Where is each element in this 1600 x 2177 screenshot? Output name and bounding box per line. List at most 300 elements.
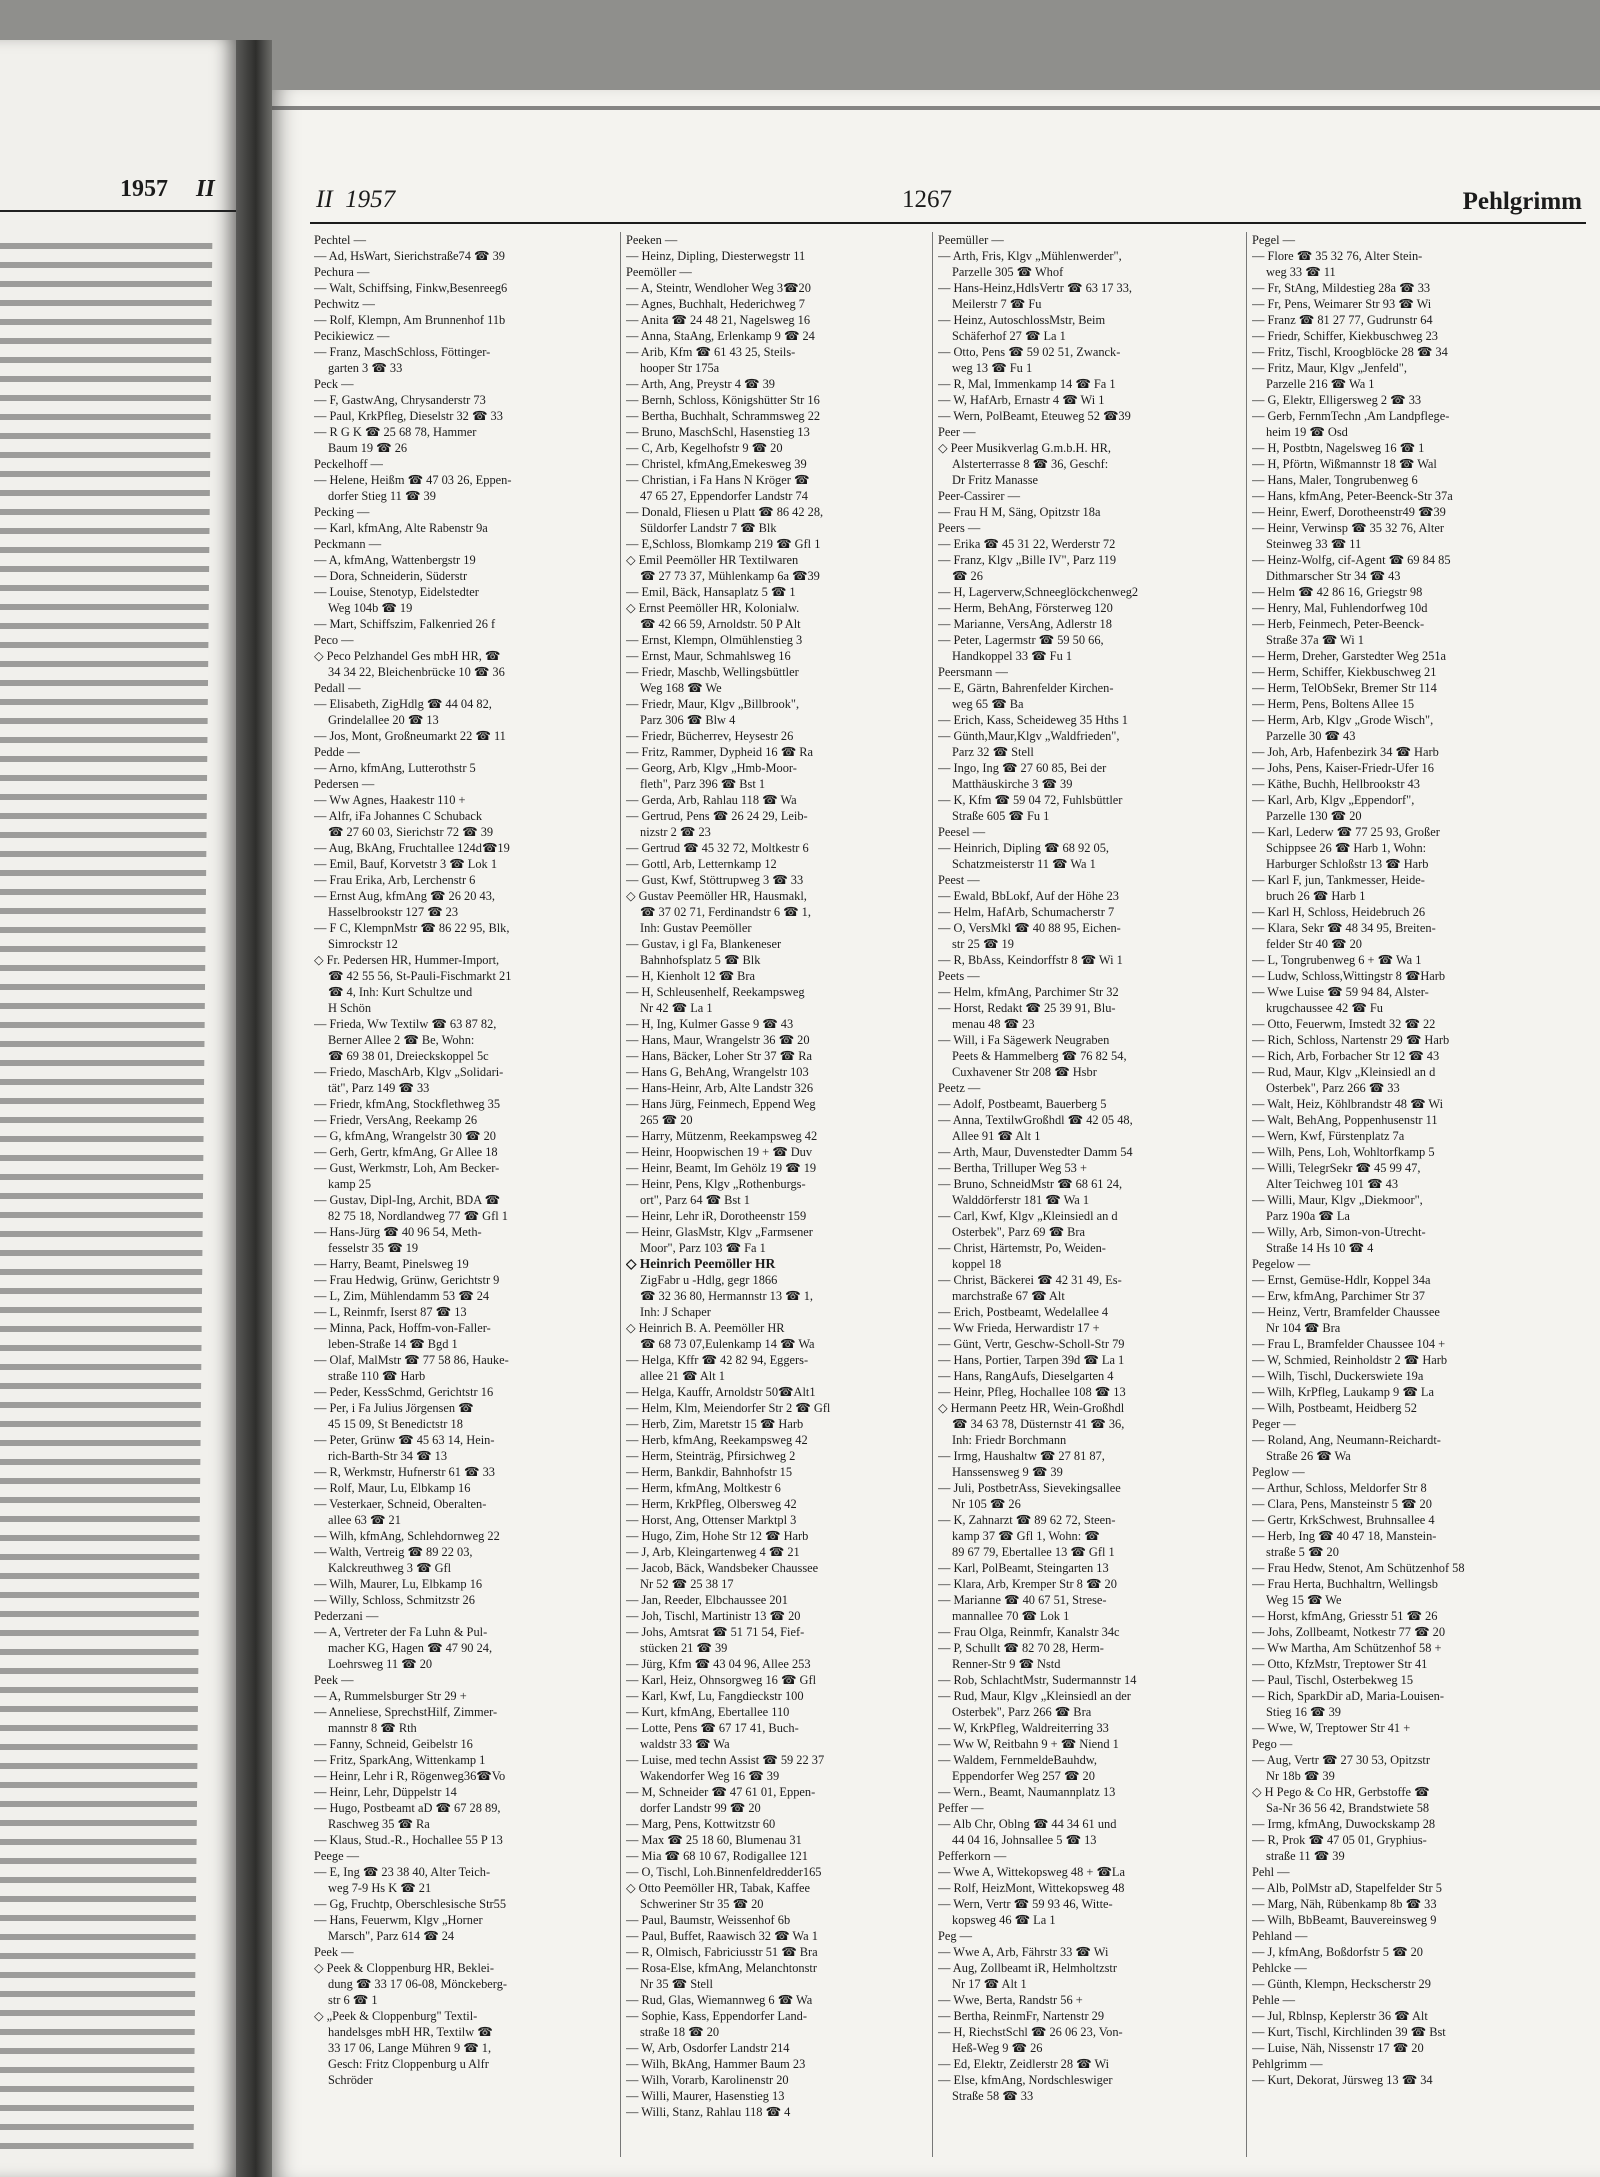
directory-entry: — O, Tischl, Loh.Binnenfeldredder165: [626, 1865, 822, 1879]
directory-entry: — Per, i Fa Julius Jörgensen ☎: [314, 1401, 474, 1415]
directory-entry: — Alfr, iFa Johannes C Schuback: [314, 809, 483, 823]
directory-entry: — Gottl, Arb, Letternkamp 12: [626, 857, 777, 871]
directory-entry: — Johs, Zollbeamt, Notkestr 77 ☎ 20: [1252, 1625, 1446, 1639]
directory-entry: — L, Zim, Mühlendamm 53 ☎ 24: [314, 1289, 490, 1303]
directory-entry: str 6 ☎ 1: [328, 1993, 378, 2007]
directory-entry: — Herb, kfmAng, Reekampsweg 42: [626, 1433, 808, 1447]
surname-heading: Peeken —: [626, 233, 678, 247]
directory-entry: felder Str 40 ☎ 20: [1266, 937, 1362, 951]
directory-entry: — Heinr, Lehr iR, Dorotheenstr 159: [626, 1209, 807, 1223]
directory-entry: — Alb Chr, Oblng ☎ 44 34 61 und: [938, 1817, 1117, 1831]
page-edge-rule: [272, 106, 1600, 110]
directory-entry: — Willi, Stanz, Rahlau 118 ☎ 4: [626, 2105, 791, 2119]
directory-column-2: [626, 232, 928, 2162]
directory-entry: — Hugo, Postbeamt aD ☎ 67 28 89,: [314, 1801, 501, 1815]
directory-entry: — A, Rummelsburger Str 29 +: [314, 1689, 467, 1703]
directory-entry: Handkoppel 33 ☎ Fu 1: [952, 649, 1073, 663]
directory-entry: — Wilh, KrPfleg, Laukamp 9 ☎ La: [1252, 1385, 1434, 1399]
directory-entry: — Hans, Maler, Tongrubenweg 6: [1252, 473, 1418, 487]
directory-entry: — Vesterkaer, Schneid, Oberalten-: [314, 1497, 487, 1511]
directory-entry: Parz 306 ☎ Blw 4: [640, 713, 736, 727]
directory-entry: — W, HafArb, Ernastr 4 ☎ Wi 1: [938, 393, 1105, 407]
directory-entry: Meilerstr 7 ☎ Fu: [952, 297, 1042, 311]
directory-entry: — Peter, Lagermstr ☎ 59 50 66,: [938, 633, 1104, 647]
directory-entry: ort", Parz 64 ☎ Bst 1: [640, 1193, 750, 1207]
directory-entry: — Fritz, Tischl, Kroogblöcke 28 ☎ 34: [1252, 345, 1448, 359]
directory-entry: — Rolf, Maur, Lu, Elbkamp 16: [314, 1481, 471, 1495]
directory-entry: — Rob, SchlachtMstr, Sudermannstr 14: [938, 1673, 1137, 1687]
surname-heading: Pedall —: [314, 681, 361, 695]
directory-entry: — Herm, Dreher, Garstedter Weg 251a: [1252, 649, 1447, 663]
directory-entry: — Frau Erika, Arb, Lerchenstr 6: [314, 873, 476, 887]
directory-entry: — Gustav, Dipl-Ing, Archit, BDA ☎: [314, 1193, 501, 1207]
directory-entry: bruch 26 ☎ Harb 1: [1266, 889, 1366, 903]
directory-entry: — A, Vertreter der Fa Luhn & Pul-: [314, 1625, 488, 1639]
surname-heading: Peckmann —: [314, 537, 382, 551]
directory-entry: Hanssensweg 9 ☎ 39: [952, 1465, 1063, 1479]
directory-entry: ☎ 26: [952, 569, 983, 583]
surname-heading: Pecikiewicz —: [314, 329, 390, 343]
directory-entry: — W, KrkPfleg, Waldreiterring 33: [938, 1721, 1109, 1735]
directory-entry: — Günth, Klempn, Heckscherstr 29: [1252, 1977, 1431, 1991]
directory-entry: — Helm, HafArb, Schumacherstr 7: [938, 905, 1115, 919]
directory-entry: — Erw, kfmAng, Parchimer Str 37: [1252, 1289, 1425, 1303]
directory-entry: straße 5 ☎ 20: [1266, 1545, 1339, 1559]
directory-entry: — Wilh, Postbeamt, Heidberg 52: [1252, 1401, 1417, 1415]
directory-entry: Kalckreuthweg 3 ☎ Gfl: [328, 1561, 452, 1575]
directory-entry: — Jul, Rblnsp, Keplerstr 36 ☎ Alt: [1252, 2009, 1428, 2023]
directory-entry: handelsges mbH HR, Textilw ☎: [328, 2025, 493, 2039]
directory-entry: Inh: Friedr Borchmann: [952, 1433, 1067, 1447]
directory-entry: — Rich, Schloss, Nartenstr 29 ☎ Harb: [1252, 1033, 1450, 1047]
surname-heading: Pegelow —: [1252, 1257, 1311, 1271]
directory-entry: Heß-Weg 9 ☎ 26: [952, 2041, 1043, 2055]
directory-entry: — Friedr, Bücherrev, Heysestr 26: [626, 729, 794, 743]
directory-entry: ◇ Peek & Cloppenburg HR, Beklei-: [314, 1961, 494, 1975]
directory-entry: — Gust, Werkmstr, Loh, Am Becker-: [314, 1161, 500, 1175]
directory-entry: — Friedr, Schiffer, Kiekbuschweg 23: [1252, 329, 1438, 343]
directory-entry: — Bertha, Trilluper Weg 53 +: [938, 1161, 1087, 1175]
directory-entry: — Heinz-Wolfg, cif-Agent ☎ 69 84 85: [1252, 553, 1451, 567]
directory-entry: — Horst, Ang, Ottenser Marktpl 3: [626, 1513, 797, 1527]
directory-entry: — Heinr, Hoopwischen 19 + ☎ Duv: [626, 1145, 813, 1159]
directory-entry: — Gerda, Arb, Rahlau 118 ☎ Wa: [626, 793, 797, 807]
directory-entry: ◇ Ernst Peemöller HR, Kolonialw.: [626, 601, 800, 615]
directory-entry: — Karl H, Schloss, Heidebruch 26: [1252, 905, 1426, 919]
directory-entry: — Wwe, Berta, Randstr 56 +: [938, 1993, 1083, 2007]
directory-entry: — Olaf, MalMstr ☎ 77 58 86, Hauke-: [314, 1353, 509, 1367]
surname-heading: Pederzani —: [314, 1609, 379, 1623]
directory-entry: — Herb, Ing ☎ 40 47 18, Manstein-: [1252, 1529, 1437, 1543]
directory-entry: — Ludw, Schloss,Wittingstr 8 ☎Harb: [1252, 969, 1446, 983]
directory-entry: straße 11 ☎ 39: [1266, 1849, 1345, 1863]
directory-entry: — K, Kfm ☎ 59 04 72, Fuhlsbüttler: [938, 793, 1123, 807]
directory-column-4: [1252, 232, 1570, 2162]
directory-entry: ◇ Gustav Peemöller HR, Hausmakl,: [626, 889, 807, 903]
directory-entry: — Ww Martha, Am Schützenhof 58 +: [1252, 1641, 1442, 1655]
surname-heading: Peege —: [314, 1849, 360, 1863]
column-divider: [620, 232, 621, 2157]
directory-entry: — Rosa-Else, kfmAng, Melanchtonstr: [626, 1961, 817, 1975]
directory-entry: — Bernh, Schloss, Königshütter Str 16: [626, 393, 820, 407]
directory-entry: garten 3 ☎ 33: [328, 361, 403, 375]
directory-entry: ◇ Otto Peemöller HR, Tabak, Kaffee: [626, 1881, 811, 1895]
directory-entry: — Fritz, Maur, Klgv „Jenfeld",: [1252, 361, 1407, 375]
directory-entry: Dithmarscher Str 34 ☎ 43: [1266, 569, 1401, 583]
directory-entry: — Harry, Mützenm, Reekampsweg 42: [626, 1129, 818, 1143]
directory-entry: — Paul, KrkPfleg, Dieselstr 32 ☎ 33: [314, 409, 503, 423]
directory-entry: Weg 168 ☎ We: [640, 681, 722, 695]
directory-entry: ☎ 27 73 37, Mühlenkamp 6a ☎39: [640, 569, 820, 583]
directory-entry: — Heinz, AutoschlossMstr, Beim: [938, 313, 1106, 327]
directory-entry: — Arib, Kfm ☎ 61 43 25, Steils-: [626, 345, 796, 359]
directory-entry: — R G K ☎ 25 68 78, Hammer: [314, 425, 477, 439]
directory-entry: — Ww Agnes, Haakestr 110 +: [314, 793, 466, 807]
directory-entry: — Fanny, Schneid, Geibelstr 16: [314, 1737, 473, 1751]
directory-entry: — Franz, Klgv „Bille IV", Parz 119: [938, 553, 1117, 567]
directory-entry: allee 21 ☎ Alt 1: [640, 1369, 725, 1383]
surname-heading: Pehland —: [1252, 1929, 1308, 1943]
directory-entry: Straße 26 ☎ Wa: [1266, 1449, 1351, 1463]
directory-entry: ☎ 69 38 01, Dreieckskoppel 5c: [328, 1049, 489, 1063]
surname-heading: Pedde —: [314, 745, 360, 759]
directory-entry: — Franz ☎ 81 27 77, Gudrunstr 64: [1252, 313, 1433, 327]
directory-entry: — Hans, Feuerwm, Klgv „Horner: [314, 1913, 483, 1927]
directory-entry: Bahnhofsplatz 5 ☎ Blk: [640, 953, 761, 967]
directory-entry: Schippsee 26 ☎ Harb 1, Wohn:: [1266, 841, 1427, 855]
directory-entry: weg 65 ☎ Ba: [952, 697, 1024, 711]
directory-entry: — R, Werkmstr, Hufnerstr 61 ☎ 33: [314, 1465, 495, 1479]
directory-entry: Stieg 16 ☎ 39: [1266, 1705, 1341, 1719]
directory-entry: — Arth, Maur, Duvenstedter Damm 54: [938, 1145, 1133, 1159]
directory-entry: stücken 21 ☎ 39: [640, 1641, 728, 1655]
directory-entry: dung ☎ 33 17 06-08, Mönckeberg-: [328, 1977, 508, 1991]
directory-entry: — Arthur, Schloss, Meldorfer Str 8: [1252, 1481, 1427, 1495]
previous-page: [0, 40, 236, 2177]
directory-entry: Parzelle 130 ☎ 20: [1266, 809, 1362, 823]
directory-entry: — Clara, Pens, Mansteinstr 5 ☎ 20: [1252, 1497, 1432, 1511]
directory-entry: — L, Reinmfr, Iserst 87 ☎ 13: [314, 1305, 467, 1319]
directory-entry: — Herm, Bankdir, Bahnhofstr 15: [626, 1465, 793, 1479]
directory-entry: — Walt, BehAng, Poppenhusenstr 11: [1252, 1113, 1438, 1127]
directory-entry: — Hans Jürg, Feinmech, Eppend Weg: [626, 1097, 816, 1111]
directory-entry: — Herm, TelObSekr, Bremer Str 114: [1252, 681, 1437, 695]
directory-entry: — Aug, Vertr ☎ 27 30 53, Opitzstr: [1252, 1753, 1430, 1767]
surname-heading: Peglow —: [1252, 1465, 1305, 1479]
directory-entry: Allee 91 ☎ Alt 1: [952, 1129, 1041, 1143]
directory-entry: — Christel, kfmAng,Emekesweg 39: [626, 457, 807, 471]
directory-entry: — Wilh, Vorarb, Karolinenstr 20: [626, 2073, 789, 2087]
directory-entry: Straße 605 ☎ Fu 1: [952, 809, 1050, 823]
directory-entry: — Harry, Beamt, Pinelsweg 19: [314, 1257, 469, 1271]
directory-entry: — H, Postbtn, Nagelsweg 16 ☎ 1: [1252, 441, 1425, 455]
directory-entry: Nr 17 ☎ Alt 1: [952, 1977, 1027, 1991]
directory-entry: — Paul, Tischl, Osterbekweg 15: [1252, 1673, 1414, 1687]
directory-entry: — Hans, RangAufs, Dieselgarten 4: [938, 1369, 1114, 1383]
directory-entry: — Ww W, Reitbahn 9 + ☎ Niend 1: [938, 1737, 1119, 1751]
directory-entry: — Fritz, Rammer, Dypheid 16 ☎ Ra: [626, 745, 814, 759]
directory-entry: — Heinr, Pens, Klgv „Rothenburgs-: [626, 1177, 806, 1191]
directory-entry: — Gertrud ☎ 45 32 72, Moltkestr 6: [626, 841, 809, 855]
directory-entry: — Dora, Schneiderin, Süderstr: [314, 569, 468, 583]
directory-entry: — Horst, kfmAng, Griesstr 51 ☎ 26: [1252, 1609, 1438, 1623]
directory-entry: — Erika ☎ 45 31 22, Werderstr 72: [938, 537, 1116, 551]
directory-entry: Grindelallee 20 ☎ 13: [328, 713, 439, 727]
directory-entry: weg 13 ☎ Fu 1: [952, 361, 1033, 375]
directory-entry: — Helm ☎ 42 86 16, Griegstr 98: [1252, 585, 1423, 599]
directory-entry: — J, kfmAng, Boßdorfstr 5 ☎ 20: [1252, 1945, 1424, 1959]
directory-entry: — Herm, Pens, Boltens Allee 15: [1252, 697, 1415, 711]
directory-entry: ◇ Heinrich Peemöller HR: [626, 1256, 776, 1271]
directory-entry: Walddörferstr 181 ☎ Wa 1: [952, 1193, 1090, 1207]
directory-entry: — Wilh, BbBeamt, Bauvereinsweg 9: [1252, 1913, 1437, 1927]
directory-entry: Schatzmeisterstr 11 ☎ Wa 1: [952, 857, 1096, 871]
directory-entry: ☎ 27 60 03, Sierichstr 72 ☎ 39: [328, 825, 494, 839]
directory-entry: — R, Olmisch, Fabriciusstr 51 ☎ Bra: [626, 1945, 818, 1959]
directory-entry: ZigFabr u -Hdlg, gegr 1866: [640, 1273, 778, 1287]
directory-entry: — Johs, Pens, Kaiser-Friedr-Ufer 16: [1252, 761, 1434, 775]
directory-entry: — Jürg, Kfm ☎ 43 04 96, Allee 253: [626, 1657, 811, 1671]
directory-entry: — Else, kfmAng, Nordschleswiger: [938, 2073, 1113, 2087]
directory-entry: — Helm, kfmAng, Parchimer Str 32: [938, 985, 1119, 999]
directory-entry: Cuxhavener Str 208 ☎ Hsbr: [952, 1065, 1097, 1079]
directory-entry: Moor", Parz 103 ☎ Fa 1: [640, 1241, 766, 1255]
directory-entry: — Friedr, Maur, Klgv „Billbrook",: [626, 697, 800, 711]
surname-heading: Pehlgrimm —: [1252, 2057, 1323, 2071]
directory-entry: — Frau Herta, Buchhaltrn, Wellingsb: [1252, 1577, 1438, 1591]
directory-entry: — Hans, Bäcker, Loher Str 37 ☎ Ra: [626, 1049, 812, 1063]
directory-entry: Gesch: Fritz Cloppenburg u Alfr: [328, 2057, 489, 2071]
directory-entry: — Karl F, jun, Tankmesser, Heide-: [1252, 873, 1425, 887]
directory-entry: Osterbek", Parz 266 ☎ 33: [1266, 1081, 1400, 1095]
directory-entry: — Klara, Sekr ☎ 48 34 95, Breiten-: [1252, 921, 1436, 935]
directory-entry: macher KG, Hagen ☎ 47 90 24,: [328, 1641, 493, 1655]
directory-entry: — A, kfmAng, Wattenbergstr 19: [314, 553, 476, 567]
surname-heading: Peek —: [314, 1945, 354, 1959]
directory-entry: — Wwe A, Arb, Fährstr 33 ☎ Wi: [938, 1945, 1109, 1959]
directory-entry: ◇ Emil Peemöller HR Textilwaren: [626, 553, 799, 567]
surname-heading: Peemüller —: [938, 233, 1004, 247]
directory-entry: str 25 ☎ 19: [952, 937, 1014, 951]
directory-entry: — Max ☎ 25 18 60, Blumenau 31: [626, 1833, 802, 1847]
directory-entry: — Friedo, MaschArb, Klgv „Solidari-: [314, 1065, 504, 1079]
directory-entry: — Friedr, VersAng, Reekamp 26: [314, 1113, 478, 1127]
directory-entry: — Gg, Fruchtp, Oberschlesische Str55: [314, 1897, 507, 1911]
directory-entry: — Bruno, MaschSchl, Hasenstieg 13: [626, 425, 810, 439]
directory-entry: — Herb, Zim, Maretstr 15 ☎ Harb: [626, 1417, 804, 1431]
directory-entry: — Heinr, GlasMstr, Klgv „Farmsener: [626, 1225, 813, 1239]
directory-entry: — Hans-Jürg ☎ 40 96 54, Meth-: [314, 1225, 482, 1239]
directory-entry: — Wilh, Maurer, Lu, Elbkamp 16: [314, 1577, 483, 1591]
column-divider: [932, 232, 933, 2157]
directory-column-3: [938, 232, 1242, 2162]
header-volume-year: [316, 186, 395, 214]
directory-entry: — Wern, Kwf, Fürstenplatz 7a: [1252, 1129, 1405, 1143]
directory-entry: koppel 18: [952, 1257, 1002, 1271]
directory-entry: — Willy, Arb, Simon-von-Utrecht-: [1252, 1225, 1426, 1239]
directory-entry: straße 18 ☎ 20: [640, 2025, 720, 2039]
directory-entry: — Frau L, Bramfelder Chaussee 104 +: [1252, 1337, 1446, 1351]
directory-entry: — Erich, Postbeamt, Wedelallee 4: [938, 1305, 1109, 1319]
directory-entry: — Friedr, kfmAng, Stockflethweg 35: [314, 1097, 501, 1111]
directory-entry: — W, Arb, Osdorfer Landstr 214: [626, 2041, 790, 2055]
directory-entry: — Aug, Zollbeamt iR, Helmholtzstr: [938, 1961, 1117, 1975]
directory-entry: — C, Arb, Kegelhofstr 9 ☎ 20: [626, 441, 783, 455]
surname-heading: Peets —: [938, 969, 980, 983]
directory-entry: Nr 18b ☎ 39: [1266, 1769, 1335, 1783]
directory-entry: 33 17 06, Lange Mühren 9 ☎ 1,: [328, 2041, 492, 2055]
directory-entry: ◇ Heinrich B. A. Peemöller HR: [626, 1321, 785, 1335]
directory-entry: Süldorfer Landstr 7 ☎ Blk: [640, 521, 777, 535]
directory-entry: — Peter, Grünw ☎ 45 63 14, Hein-: [314, 1433, 495, 1447]
surname-heading: Pegel —: [1252, 233, 1296, 247]
directory-entry: — Ewald, BbLokf, Auf der Höhe 23: [938, 889, 1120, 903]
directory-entry: — E, Ing ☎ 23 38 40, Alter Teich-: [314, 1865, 491, 1879]
directory-entry: — H, RiechstSchl ☎ 26 06 23, Von-: [938, 2025, 1123, 2039]
directory-entry: — Gertrud, Pens ☎ 26 24 29, Leib-: [626, 809, 808, 823]
directory-entry: — Jacob, Bäck, Wandsbeker Chaussee: [626, 1561, 819, 1575]
surname-heading: Peckelhoff —: [314, 457, 383, 471]
directory-entry: ☎ 32 36 80, Hermannstr 13 ☎ 1,: [640, 1289, 813, 1303]
directory-entry: ◇ „Peek & Cloppenburg" Textil-: [314, 2009, 478, 2023]
directory-entry: — Heinr, Beamt, Im Gehölz 19 ☎ 19: [626, 1161, 817, 1175]
directory-entry: — Otto, Pens ☎ 59 02 51, Zwanck-: [938, 345, 1121, 359]
directory-entry: — Rich, Arb, Forbacher Str 12 ☎ 43: [1252, 1049, 1440, 1063]
directory-entry: — Helm, Klm, Meiendorfer Str 2 ☎ Gfl: [626, 1401, 831, 1415]
directory-entry: waldstr 33 ☎ Wa: [640, 1737, 730, 1751]
surname-heading: Peers —: [938, 521, 981, 535]
directory-entry: weg 33 ☎ 11: [1266, 265, 1336, 279]
directory-entry: heim 19 ☎ Osd: [1266, 425, 1348, 439]
directory-entry: 44 04 16, Johnsallee 5 ☎ 13: [952, 1833, 1097, 1847]
directory-entry: — Otto, Feuerwm, Imstedt 32 ☎ 22: [1252, 1017, 1436, 1031]
directory-entry: — Herm, Schiffer, Kiekbuschweg 21: [1252, 665, 1437, 679]
previous-page-header: [0, 170, 236, 212]
directory-entry: — Günt, Vertr, Geschw-Scholl-Str 79: [938, 1337, 1125, 1351]
directory-entry: — Luise, med techn Assist ☎ 59 22 37: [626, 1753, 825, 1767]
directory-entry: — Hans-Heinr, Arb, Alte Landstr 326: [626, 1081, 814, 1095]
surname-heading: Peer-Cassirer —: [938, 489, 1020, 503]
directory-entry: Parzelle 30 ☎ 43: [1266, 729, 1356, 743]
directory-entry: — Adolf, Postbeamt, Bauerberg 5: [938, 1097, 1107, 1111]
directory-entry: ☎ 34 63 78, Düsternstr 41 ☎ 36,: [952, 1417, 1125, 1431]
directory-entry: — Johs, Amtsrat ☎ 51 71 54, Fief-: [626, 1625, 805, 1639]
surname-heading: Peesel —: [938, 825, 986, 839]
directory-entry: — Otto, KfzMstr, Treptower Str 41: [1252, 1657, 1428, 1671]
directory-entry: Schröder: [328, 2073, 373, 2087]
directory-entry: — Herm, kfmAng, Moltkestr 6: [626, 1481, 781, 1495]
surname-heading: Pefferkorn —: [938, 1849, 1007, 1863]
surname-heading: Peger —: [1252, 1417, 1296, 1431]
page-number: 1267: [902, 186, 952, 213]
directory-entry: — Gerb, FernmTechn ,Am Landpflege-: [1252, 409, 1450, 423]
directory-entry: — Kurt, kfmAng, Ebertallee 110: [626, 1705, 790, 1719]
directory-entry: — Mart, Schiffszim, Falkenried 26 f: [314, 617, 496, 631]
previous-page-text-block: [0, 236, 236, 2156]
directory-entry: — H, Schleusenhelf, Reekampsweg: [626, 985, 805, 999]
directory-entry: — Fr, StAng, Mildestieg 28a ☎ 33: [1252, 281, 1431, 295]
directory-entry: Renner-Str 9 ☎ Nstd: [952, 1657, 1061, 1671]
directory-entry: — Herm, Steinträg, Pfirsichweg 2: [626, 1449, 796, 1463]
directory-entry: Eppendorfer Weg 257 ☎ 20: [952, 1769, 1095, 1783]
header-year: 1957: [345, 186, 396, 213]
directory-entry: Straße 58 ☎ 33: [952, 2089, 1034, 2103]
directory-entry: leben-Straße 14 ☎ Bgd 1: [328, 1337, 458, 1351]
previous-page-year: 1957: [120, 176, 168, 202]
directory-entry: — H, Lagerverw,Schneeglöckchenweg2: [938, 585, 1139, 599]
directory-entry: — Henry, Mal, Fuhlendorfweg 10d: [1252, 601, 1428, 615]
directory-entry: Harburger Schloßstr 13 ☎ Harb: [1266, 857, 1429, 871]
directory-entry: — Karl, kfmAng, Alte Rabenstr 9a: [314, 521, 488, 535]
surname-heading: Peek —: [314, 1673, 354, 1687]
directory-entry: — Heinr, Verwinsp ☎ 35 32 76, Alter: [1252, 521, 1444, 535]
directory-entry: — Anneliese, SprechstHilf, Zimmer-: [314, 1705, 498, 1719]
directory-entry: ◇ Peco Pelzhandel Ges mbH HR, ☎: [314, 649, 501, 663]
directory-entry: — Anna, StaAng, Erlenkamp 9 ☎ 24: [626, 329, 815, 343]
column-divider: [1246, 232, 1247, 2157]
directory-entry: — Gustav, i gl Fa, Blankeneser: [626, 937, 782, 951]
directory-entry: Peets & Hammelberg ☎ 76 82 54,: [952, 1049, 1127, 1063]
directory-entry: — Elisabeth, ZigHdlg ☎ 44 04 82,: [314, 697, 492, 711]
directory-entry: Wakendorfer Weg 16 ☎ 39: [640, 1769, 780, 1783]
directory-entry: Straße 14 Hs 10 ☎ 4: [1266, 1241, 1374, 1255]
directory-entry: — Marg, Pens, Kottwitzstr 60: [626, 1817, 776, 1831]
directory-entry: — Klaus, Stud.-R., Hochallee 55 P 13: [314, 1833, 503, 1847]
directory-entry: 89 67 79, Ebertallee 13 ☎ Gfl 1: [952, 1545, 1115, 1559]
directory-entry: Simrockstr 12: [328, 937, 398, 951]
surname-heading: Pehl —: [1252, 1865, 1290, 1879]
directory-entry: — Herm, BehAng, Försterweg 120: [938, 601, 1113, 615]
directory-entry: Osterbek", Parz 69 ☎ Bra: [952, 1225, 1086, 1239]
directory-entry: — Heinz, Vertr, Bramfelder Chaussee: [1252, 1305, 1440, 1319]
surname-heading: Pechura —: [314, 265, 370, 279]
directory-entry: — E, Gärtn, Bahrenfelder Kirchen-: [938, 681, 1114, 695]
directory-entry: Nr 52 ☎ 25 38 17: [640, 1577, 734, 1591]
directory-entry: — Lotte, Pens ☎ 67 17 41, Buch-: [626, 1721, 799, 1735]
directory-entry: Steinweg 33 ☎ 11: [1266, 537, 1362, 551]
directory-entry: — Heinr, Ewerf, Dorotheenstr49 ☎39: [1252, 505, 1446, 519]
directory-entry: — Waldem, FernmeldeBauhdw,: [938, 1753, 1098, 1767]
directory-entry: — Carl, Kwf, Klgv „Kleinsiedl an d: [938, 1209, 1118, 1223]
directory-entry: — Karl, Lederw ☎ 77 25 93, Großer: [1252, 825, 1440, 839]
directory-entry: kamp 25: [328, 1177, 372, 1191]
directory-entry: — Irmg, kfmAng, Duwockskamp 28: [1252, 1817, 1436, 1831]
directory-entry: Nr 105 ☎ 26: [952, 1497, 1021, 1511]
directory-entry: 265 ☎ 20: [640, 1113, 693, 1127]
directory-entry: Matthäuskirche 3 ☎ 39: [952, 777, 1073, 791]
directory-entry: — R, Prok ☎ 47 05 01, Gryphius-: [1252, 1833, 1427, 1847]
directory-entry: — Klara, Arb, Kremper Str 8 ☎ 20: [938, 1577, 1117, 1591]
directory-entry: — Frau Olga, Reinmfr, Kanalstr 34c: [938, 1625, 1120, 1639]
directory-entry: — F, GastwAng, Chrysanderstr 73: [314, 393, 486, 407]
directory-entry: — Ernst Aug, kfmAng ☎ 26 20 43,: [314, 889, 495, 903]
surname-heading: Pechtel —: [314, 233, 366, 247]
directory-entry: — Wwe Luise ☎ 59 94 84, Alster-: [1252, 985, 1429, 999]
directory-entry: — L, Tongrubenweg 6 + ☎ Wa 1: [1252, 953, 1422, 967]
directory-entry: — Hans, kfmAng, Peter-Beenck-Str 37a: [1252, 489, 1453, 503]
directory-entry: — G, Elektr, Elligersweg 2 ☎ 33: [1252, 393, 1422, 407]
surname-heading: Peest —: [938, 873, 980, 887]
directory-entry: — Kurt, Dekorat, Jürsweg 13 ☎ 34: [1252, 2073, 1433, 2087]
directory-entry: — Fr, Pens, Weimarer Str 93 ☎ Wi: [1252, 297, 1432, 311]
directory-entry: — Ernst, Gemüse-Hdlr, Koppel 34a: [1252, 1273, 1431, 1287]
directory-entry: ☎ 42 55 56, St-Pauli-Fischmarkt 21: [328, 969, 512, 983]
directory-entry: krugchaussee 42 ☎ Fu: [1266, 1001, 1383, 1015]
surname-heading: Peco —: [314, 633, 354, 647]
directory-entry: — F C, KlempnMstr ☎ 86 22 95, Blk,: [314, 921, 510, 935]
directory-entry: marchstraße 67 ☎ Alt: [952, 1289, 1065, 1303]
directory-entry: hooper Str 175a: [640, 361, 720, 375]
